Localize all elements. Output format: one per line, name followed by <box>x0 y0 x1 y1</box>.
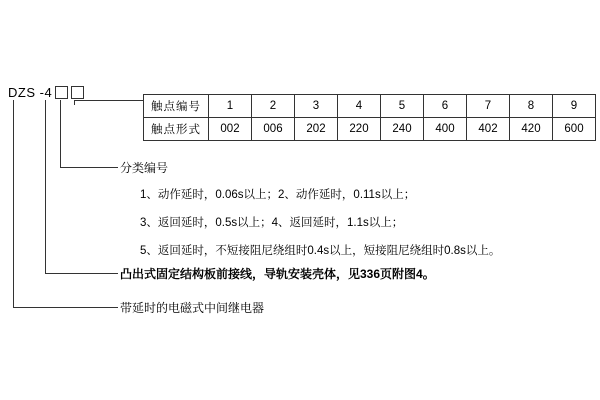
cell-form-1: 002 <box>209 118 252 141</box>
cell-number-6: 6 <box>424 95 467 118</box>
cell-form-4: 220 <box>338 118 381 141</box>
cell-number-3: 3 <box>295 95 338 118</box>
cell-number-8: 8 <box>510 95 553 118</box>
cell-number-5: 5 <box>381 95 424 118</box>
model-code-box-2 <box>71 86 84 99</box>
row-header-contact-form: 触点形式 <box>144 118 209 141</box>
cell-form-8: 420 <box>510 118 553 141</box>
cell-form-5: 240 <box>381 118 424 141</box>
cell-number-9: 9 <box>553 95 596 118</box>
contact-table <box>143 94 596 141</box>
leader-stem-classification <box>60 100 61 167</box>
leader-run-product <box>13 307 118 308</box>
table-row <box>144 118 596 141</box>
leader-stem-structure <box>45 100 46 273</box>
cell-number-2: 2 <box>252 95 295 118</box>
cell-form-7: 402 <box>467 118 510 141</box>
leader-stem-product <box>13 100 14 307</box>
cell-number-1: 1 <box>209 95 252 118</box>
note-structure: 凸出式固定结构板前接线，导轨安装壳体，见336页附图4。 <box>120 267 435 281</box>
cell-number-4: 4 <box>338 95 381 118</box>
note-product: 带延时的电磁式中间继电器 <box>120 301 265 315</box>
model-code <box>8 85 84 100</box>
contact-table-wrapper <box>143 94 596 141</box>
leader-run-table <box>74 100 143 101</box>
row-header-contact-number: 触点编号 <box>144 95 209 118</box>
note-delay-line-1: 1、动作延时，0.06s以上；2、动作延时，0.11s以上； <box>140 189 416 201</box>
note-delay-line-3: 5、返回延时，不短接阻尼绕组时0.4s以上，短接阻尼绕组时0.8s以上。 <box>140 245 501 257</box>
model-code-text: DZS -4 <box>8 85 53 100</box>
cell-form-6: 400 <box>424 118 467 141</box>
cell-number-7: 7 <box>467 95 510 118</box>
note-delay-line-2: 3、返回延时，0.5s以上；4、返回延时，1.1s以上； <box>140 217 404 229</box>
cell-form-3: 202 <box>295 118 338 141</box>
leader-run-classification <box>60 167 118 168</box>
note-classification-label: 分类编号 <box>120 161 169 175</box>
cell-form-2: 006 <box>252 118 295 141</box>
model-code-box-1 <box>55 86 68 99</box>
leader-run-structure <box>45 273 118 274</box>
cell-form-9: 600 <box>553 118 596 141</box>
table-row <box>144 95 596 118</box>
